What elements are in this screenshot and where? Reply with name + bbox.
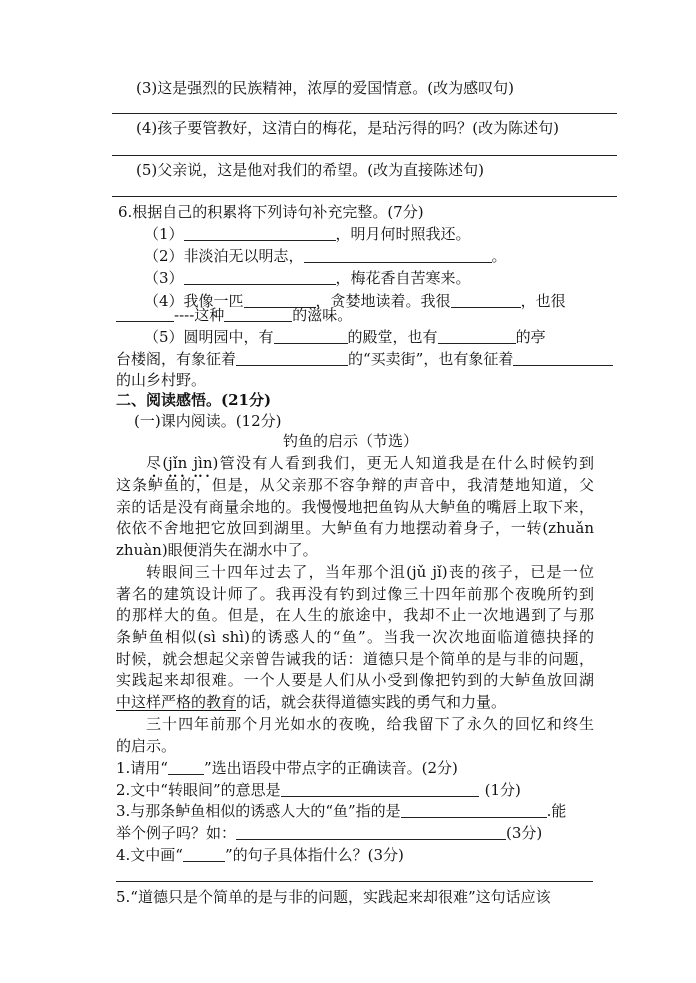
passage-line: 的启示。 <box>116 737 177 755</box>
q6-l6-middle: 的殿堂，也有 <box>347 328 438 346</box>
fill-blank[interactable] <box>236 824 506 840</box>
q3-prefix: 3.与那条鲈鱼相似的诱惑人大的“鱼”指的是 <box>116 802 401 820</box>
q5-item-3: (3)这是强烈的民族精神，浓厚的爱国情意。(改为感叹句) <box>136 79 514 97</box>
answer-line <box>112 196 617 197</box>
passage-line: 时候，就会想起父亲曾告诫我的话：道德只是个简单的是与非的问题， <box>116 650 594 668</box>
q6-l6-prefix: （5）圆明园中，有 <box>144 328 274 346</box>
q6-l6-suffix: 的亭 <box>515 328 546 346</box>
passage-line: 依依不舍地把它放回到湖里。大鲈鱼有力地摆动着身子，一转(zhuǎn <box>116 519 594 537</box>
q6-l5-suffix: 的滋味。 <box>292 306 353 324</box>
reading-question-3-cont <box>116 823 542 843</box>
passage-line: 实践起来却很难。一个人要是人们从小受到像把钓到的大鲈鱼放回湖 <box>116 671 594 689</box>
reading-question-1 <box>116 758 458 778</box>
passage-line: 这条鲈鱼的，但是，从父亲那不容争辩的声音中，我清楚地知道，父 <box>116 476 594 494</box>
fill-blank[interactable] <box>184 225 336 241</box>
passage-text: 的话，就会获得道德实践的勇气和力量。 <box>236 693 507 711</box>
q6-line-7 <box>116 349 613 369</box>
q6-l2-suffix: 。 <box>491 247 507 265</box>
fill-blank[interactable] <box>281 781 479 797</box>
fill-blank[interactable] <box>304 247 492 263</box>
q3-example-prefix: 举个例子吗？如： <box>116 824 237 842</box>
fill-blank[interactable] <box>438 328 516 344</box>
reading-question-5: 5.“道德只是个简单的是与非的问题，实践起来却很难”这句话应该 <box>116 888 551 906</box>
answer-line <box>112 155 617 156</box>
passage-line: 转眼间三十四年过去了，当年那个沮(jǔ jǐ)丧的孩子，已是一位 <box>146 563 594 581</box>
q3-score: (3分) <box>506 824 543 842</box>
q6-line-6 <box>144 327 546 347</box>
q6-l4-middle: ，贪婪地读着。我很 <box>315 292 451 310</box>
reading-question-4 <box>116 845 404 865</box>
q6-l4-suffix: ，也很 <box>520 292 566 310</box>
q6-line-1 <box>144 224 471 244</box>
q5-item-5: (5)父亲说，这是他对我们的希望。(改为直接陈述句) <box>136 161 484 179</box>
q4-prefix: 4.文中画“ <box>116 846 183 864</box>
fill-blank[interactable] <box>224 306 292 322</box>
fill-blank[interactable] <box>168 759 204 775</box>
passage-title: 钓鱼的启示（节选） <box>283 432 419 450</box>
section-heading: 二、阅读感悟。(21分) <box>116 391 272 409</box>
q6-l1-prefix: （1） <box>144 225 184 243</box>
fill-blank[interactable] <box>116 306 174 322</box>
fill-blank[interactable] <box>513 350 613 366</box>
q3-suffix: .能 <box>546 802 567 820</box>
q5-item-4: (4)孩子要管教好，这清白的梅花，是玷污得的吗？(改为陈述句) <box>136 119 559 137</box>
answer-line <box>116 881 593 882</box>
passage-line: 三十四年前那个月光如水的夜晚，给我留下了永久的回忆和终生 <box>146 715 594 733</box>
q1-suffix: ”选出语段中带点字的正确读音。(2分) <box>203 759 458 777</box>
q4-suffix: ”的句子具体指什么？(3分) <box>224 846 404 864</box>
fill-blank[interactable] <box>184 269 336 285</box>
q6-l5-prefix: ----这种 <box>174 306 225 324</box>
q6-line-2 <box>144 246 507 266</box>
reading-question-2 <box>116 780 521 800</box>
dotted-char-phrase: 尽(jǐn jìn) <box>146 454 219 472</box>
passage-line: zhuàn)眼便消失在湖水中了。 <box>116 541 318 559</box>
passage-text: 管没有人看到我们，更无人知道我是在什么时候钓到 <box>218 454 594 472</box>
q6-l1-suffix: ，明月何时照我还。 <box>335 225 471 243</box>
q2-prefix: 2.文中“转眼间”的意思是 <box>116 781 281 799</box>
q6-l3-prefix: （3） <box>144 269 184 287</box>
q6-l2-prefix: （2）非淡泊无以明志， <box>144 247 304 265</box>
q6-line-3 <box>144 268 471 288</box>
passage-line: 亲的话是没有商量余地的。我慢慢地把鱼钩从大鲈鱼的嘴唇上取下来， <box>116 498 594 516</box>
q6-l3-suffix: ，梅花香自苦寒来。 <box>335 269 471 287</box>
subsection-heading: (一)课内阅读。(12分) <box>134 412 282 430</box>
q1-prefix: 1.请用“ <box>116 759 168 777</box>
fill-blank[interactable] <box>183 846 225 862</box>
fill-blank[interactable] <box>274 328 348 344</box>
q6-l7-prefix: 台楼阁，有象征着 <box>116 350 237 368</box>
underlined-sentence: 中这样严格的教育 <box>116 693 237 711</box>
fill-blank[interactable] <box>236 350 348 366</box>
passage-line: 条鲈鱼相似(sì shì)的诱惑人的“鱼”。当我一次次地面临道德抉择的 <box>116 628 594 646</box>
answer-line <box>112 113 617 114</box>
fill-blank[interactable] <box>401 802 547 818</box>
passage-line <box>116 692 506 712</box>
passage-line: 著名的建筑设计师了。我再没有钓到过像三十四年前那个夜晚所钓到 <box>116 585 594 603</box>
q6-line-5 <box>116 305 352 325</box>
q6-title: 6.根据自己的积累将下列诗句补充完整。(7分) <box>118 203 424 221</box>
q6-l4-prefix: （4）我像一匹 <box>144 292 244 310</box>
q6-line-8: 的山乡村野。 <box>116 371 207 389</box>
passage-line: 的那样大的鱼。但是，在人生的旅途中，我却不止一次地遇到了与那 <box>116 606 594 624</box>
q6-l7-middle: 的“买卖街”，也有象征着 <box>348 350 514 368</box>
q2-score: (1分) <box>484 781 521 799</box>
reading-question-3 <box>116 801 566 821</box>
fill-blank[interactable] <box>451 292 521 308</box>
